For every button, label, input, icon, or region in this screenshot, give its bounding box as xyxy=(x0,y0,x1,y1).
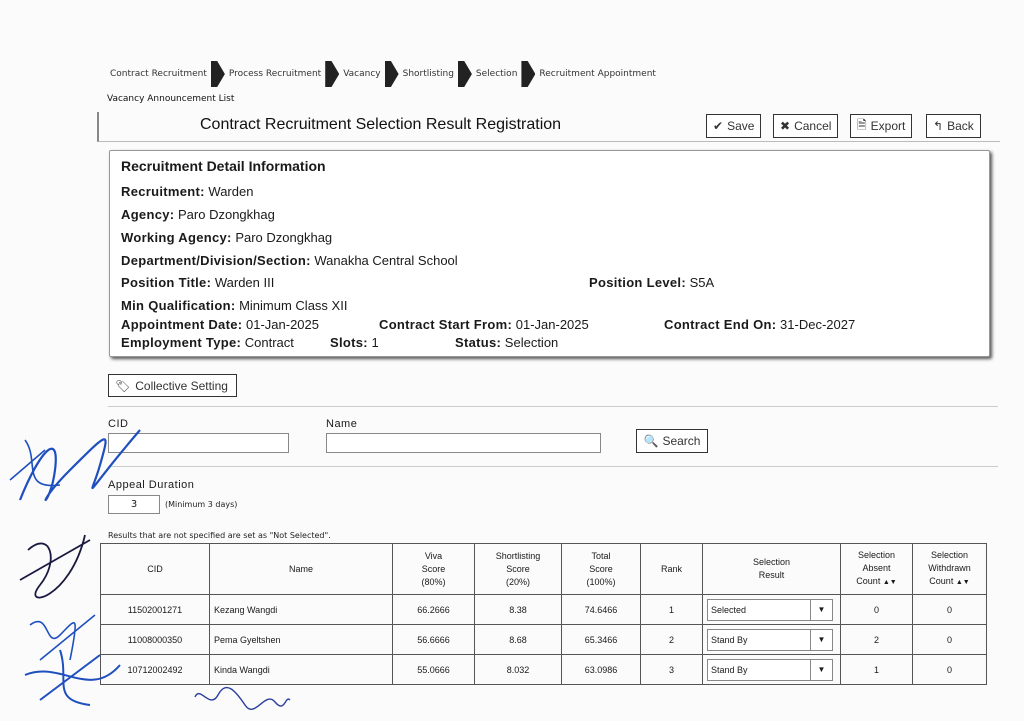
step-label: Recruitment Appointment xyxy=(539,69,656,79)
sort-icon[interactable]: ▲▼ xyxy=(955,579,970,586)
field-value: 1 xyxy=(371,335,379,350)
collective-setting-label: Collective Setting xyxy=(135,378,228,393)
vacancy-announcement-list-link[interactable]: Vacancy Announcement List xyxy=(107,94,235,104)
viva-score-cell: 66.2666 xyxy=(393,595,475,625)
total-score-cell: 74.6466 xyxy=(562,595,641,625)
field-label: Position Level: xyxy=(589,275,686,290)
field-label: Employment Type: xyxy=(121,335,242,350)
header-line: Selection xyxy=(930,550,969,560)
back-button[interactable] xyxy=(926,114,981,138)
search-button[interactable] xyxy=(636,429,708,453)
field-label: Contract End On: xyxy=(664,317,777,332)
reply-arrow-icon: ↰ xyxy=(933,119,944,133)
header-line: Count xyxy=(929,576,954,586)
step-label: Process Recruitment xyxy=(228,69,322,79)
field-label: Min Qualification: xyxy=(121,298,236,313)
header-line: Result xyxy=(758,570,785,580)
selection-result-cell xyxy=(703,595,841,625)
selection-result-value: Stand By xyxy=(711,664,748,675)
header-line: (100%) xyxy=(586,576,616,587)
shortlisting-score-cell: 8.38 xyxy=(475,595,562,625)
selection-result-value: Selected xyxy=(711,604,747,615)
caret-down-icon: ▼ xyxy=(810,660,832,680)
check-circle-icon: ✔ xyxy=(713,119,724,133)
header-line: Withdrawn xyxy=(928,563,971,573)
name-search-input[interactable] xyxy=(326,433,601,453)
step-label: Selection xyxy=(475,69,518,79)
selection-result-value: Stand By xyxy=(711,634,748,645)
recruitment-field xyxy=(121,184,253,199)
col-rank: Rank xyxy=(641,544,703,595)
header-line: Score xyxy=(421,563,446,574)
x-icon: ✖ xyxy=(780,119,791,133)
department-field xyxy=(121,253,458,268)
step-label: Shortlisting xyxy=(402,69,454,79)
search-icon: 🔍 xyxy=(643,434,659,448)
contract-start-field xyxy=(379,317,589,332)
col-selection-withdrawn[interactable] xyxy=(913,544,987,595)
cid-cell: 10712002492 xyxy=(101,655,210,685)
field-value: Paro Dzongkhag xyxy=(235,230,333,245)
field-value: 01-Jan-2025 xyxy=(515,317,589,332)
header-line: (80%) xyxy=(421,576,446,587)
field-value: Wanakha Central School xyxy=(314,253,458,268)
col-viva-score xyxy=(393,544,475,595)
position-level-field xyxy=(589,275,714,290)
total-score-cell: 63.0986 xyxy=(562,655,641,685)
cid-cell: 11502001271 xyxy=(101,595,210,625)
viva-score-cell: 56.6666 xyxy=(393,625,475,655)
field-value: Contract xyxy=(244,335,294,350)
status-field xyxy=(455,335,558,350)
detail-card-title: Recruitment Detail Information xyxy=(121,158,326,174)
step-arrow-icon xyxy=(458,61,472,87)
step-contract-recruitment[interactable] xyxy=(108,60,227,88)
col-name: Name xyxy=(210,544,393,595)
sort-icon[interactable]: ▲▼ xyxy=(882,579,897,586)
rank-cell: 3 xyxy=(641,655,703,685)
step-arrow-icon xyxy=(385,61,399,87)
header-line: Score xyxy=(506,563,530,574)
handwritten-signatures xyxy=(0,410,320,721)
field-label: Agency: xyxy=(121,207,175,222)
cancel-button[interactable] xyxy=(773,114,838,138)
field-value: Paro Dzongkhag xyxy=(178,207,275,222)
employment-type-field xyxy=(121,335,294,350)
caret-down-icon: ▼ xyxy=(810,600,832,620)
field-label: Working Agency: xyxy=(121,230,232,245)
step-arrow-icon xyxy=(521,61,535,87)
col-selection-absent[interactable] xyxy=(841,544,913,595)
field-value: 31-Dec-2027 xyxy=(780,317,856,332)
viva-score-cell: 55.0666 xyxy=(393,655,475,685)
field-value: Minimum Class XII xyxy=(239,298,348,313)
step-selection[interactable] xyxy=(474,60,537,88)
field-label: Slots: xyxy=(330,335,368,350)
field-value: S5A xyxy=(689,275,715,290)
withdrawn-count-cell: 0 xyxy=(913,595,987,625)
shortlisting-score-cell: 8.68 xyxy=(475,625,562,655)
col-shortlisting-score xyxy=(475,544,562,595)
field-label: Appointment Date: xyxy=(121,317,243,332)
header-line: Absent xyxy=(862,563,891,573)
shortlisting-score-cell: 8.032 xyxy=(475,655,562,685)
page-title: Contract Recruitment Selection Result Registration xyxy=(200,116,562,133)
withdrawn-count-cell: 0 xyxy=(913,655,987,685)
export-button[interactable] xyxy=(850,114,912,138)
cid-filter-label: CID xyxy=(108,418,129,430)
withdrawn-count-cell: 0 xyxy=(913,625,987,655)
save-label: Save xyxy=(727,119,755,133)
step-process-recruitment[interactable] xyxy=(227,60,341,88)
appeal-duration-label: Appeal Duration xyxy=(108,479,195,491)
field-label: Position Title: xyxy=(121,275,212,290)
not-selected-note: Results that are not specified are set as "Not Selected". xyxy=(108,531,331,540)
total-score-cell: 65.3466 xyxy=(562,625,641,655)
export-label: Export xyxy=(870,119,906,133)
field-label: Department/Division/Section: xyxy=(121,253,311,268)
field-label: Recruitment: xyxy=(121,184,205,199)
agency-field xyxy=(121,207,275,222)
appeal-duration-hint: (Minimum 3 days) xyxy=(165,500,238,509)
name-cell: Pema Gyeltshen xyxy=(210,625,393,655)
position-title-field xyxy=(121,275,274,290)
header-line: Count xyxy=(856,576,881,586)
divider xyxy=(108,406,998,407)
header-line: Total xyxy=(591,550,611,561)
absent-count-cell: 1 xyxy=(841,655,913,685)
slots-field xyxy=(330,335,379,350)
name-filter-label: Name xyxy=(326,418,358,430)
header-line: Viva xyxy=(424,550,443,561)
contract-end-field xyxy=(664,317,855,332)
name-cell: Kinda Wangdi xyxy=(210,655,393,685)
header-line: (20%) xyxy=(505,576,530,587)
back-label: Back xyxy=(947,119,974,133)
field-value: Selection xyxy=(504,335,559,350)
field-value: Warden III xyxy=(214,275,275,290)
header-line: Shortlisting xyxy=(495,550,541,561)
step-label: Vacancy xyxy=(343,69,381,79)
header-line: Score xyxy=(589,563,613,574)
field-label: Status: xyxy=(455,335,502,350)
col-total-score xyxy=(562,544,641,595)
file-export-icon: 🗎 xyxy=(857,117,867,132)
step-vacancy[interactable] xyxy=(341,60,400,88)
rank-cell: 1 xyxy=(641,595,703,625)
col-selection-result xyxy=(703,544,841,595)
recruitment-stepper xyxy=(108,60,658,88)
selection-result-dropdown[interactable] xyxy=(707,659,833,681)
appeal-duration-input[interactable]: 3 xyxy=(108,495,160,514)
cancel-label: Cancel xyxy=(794,119,832,133)
absent-count-cell: 2 xyxy=(841,625,913,655)
appointment-date-field xyxy=(121,317,319,332)
selection-result-cell xyxy=(703,625,841,655)
selection-result-cell xyxy=(703,655,841,685)
save-button[interactable] xyxy=(706,114,761,138)
field-label: Contract Start From: xyxy=(379,317,513,332)
selection-result-dropdown[interactable] xyxy=(707,629,833,651)
caret-down-icon: ▼ xyxy=(810,630,832,650)
header-line: Selection xyxy=(752,557,791,567)
name-cell: Kezang Wangdi xyxy=(210,595,393,625)
step-shortlisting[interactable] xyxy=(401,60,474,88)
min-qualification-field xyxy=(121,298,347,313)
cid-cell: 11008000350 xyxy=(101,625,210,655)
field-value: 01-Jan-2025 xyxy=(246,317,319,332)
step-arrow-icon xyxy=(325,61,339,87)
collective-setting-button[interactable] xyxy=(108,374,237,397)
selection-result-dropdown[interactable] xyxy=(707,599,833,621)
search-label: Search xyxy=(662,434,701,448)
working-agency-field xyxy=(121,230,332,245)
tag-icon: 🏷 xyxy=(115,378,131,393)
col-cid: CID xyxy=(101,544,210,595)
rank-cell: 2 xyxy=(641,625,703,655)
field-value: Warden xyxy=(208,184,254,199)
step-arrow-icon xyxy=(211,61,225,87)
step-label: Contract Recruitment xyxy=(110,69,207,79)
step-recruitment-appointment[interactable] xyxy=(537,60,658,88)
absent-count-cell: 0 xyxy=(841,595,913,625)
header-line: Selection xyxy=(857,550,896,560)
